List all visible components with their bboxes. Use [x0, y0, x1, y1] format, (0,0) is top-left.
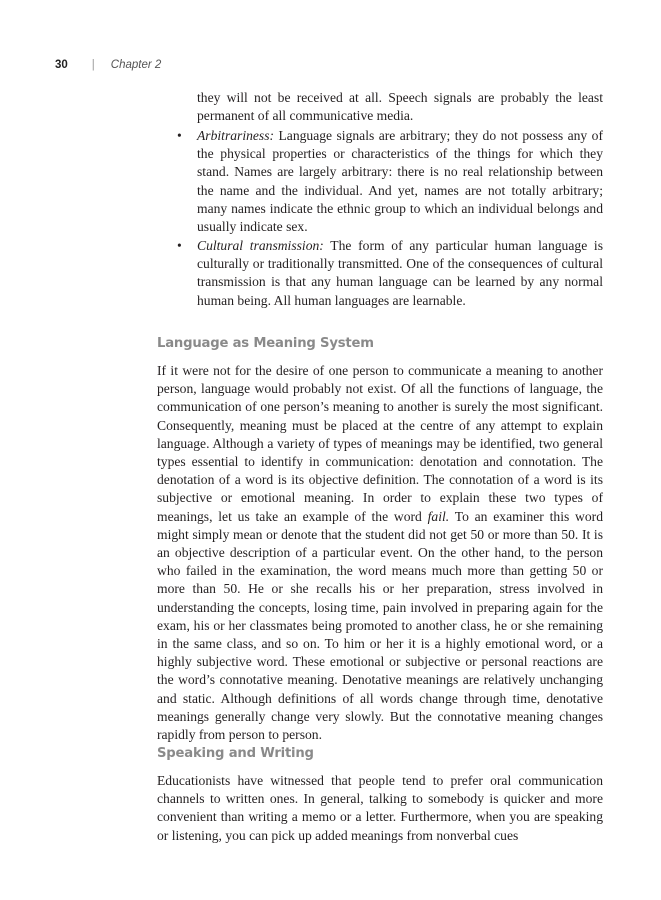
body-paragraph — [157, 362, 603, 744]
header-separator: | — [91, 59, 95, 71]
continued-paragraph: they will not be received at all. Speech signals are probably the least permanent of all communicative media. — [197, 90, 603, 124]
section-heading-meaning-system: Language as Meaning System — [157, 336, 374, 351]
bullet-icon: • — [177, 128, 182, 143]
bullet-text — [197, 237, 603, 310]
section-heading-speaking-writing: Speaking and Writing — [157, 746, 314, 761]
bullet-body: Language signals are arbitrary; they do not possess any of the physical properties or characteristics of the things for which they stand. Names are largely arbitrary: there is no real relationship between the name and the individual. And yet, names are not totally arbitrary; many names indicate the ethnic group to which an individual belongs and usually indicate sex. — [197, 128, 603, 235]
paragraph-text: If it were not for the desire of one person to communicate a meaning to another person, language would probably not exist. Of all the functions of language, the communication of one person’s meaning to another is surely the most significant. Consequently, meaning must be placed at the centre of any attempt to explain language. Although a variety of types of meanings may be identified, two general types essential to identify in communication: denotation and connotation. The denotation of a word is its objective definition. The connotation of a word is its subjective or emotional meaning. In order to explain these two types of meanings, let us take an example of the word — [157, 363, 603, 524]
running-head — [55, 59, 161, 71]
bullet-term: Cultural transmission: — [197, 238, 324, 253]
chapter-label: Chapter 2 — [110, 59, 162, 71]
bullet-body: The form of any particular human language is culturally or traditionally transmitted. One of the consequences of cultural transmission is that any human language can be learned by any normal human being. All human languages are learnable. — [197, 238, 604, 308]
bullet-term: Arbitrariness: — [197, 128, 275, 143]
page-number: 30 — [55, 59, 68, 71]
bullet-text — [197, 127, 603, 236]
emphasized-word: fail. — [427, 508, 450, 524]
bullet-icon: • — [177, 238, 182, 253]
body-paragraph: Educationists have witnessed that people tend to prefer oral communication channels to written ones. In general, talking to somebody is quicker and more convenient than writing a memo or a letter. Furthermore, when you are speaking or listening, you can pick up added meanings from nonverbal cues — [157, 773, 603, 843]
paragraph-text-continued: To an examiner this word might simply mean or denote that the student did not get 50 or more than 50. It is an objective description of a particular event. On the other hand, to the person who failed in the examination, the word means much more than getting 50 or more than 50. He or she recalls his or her preparation, stress involved in understanding the concepts, losing time, pain involved in preparing again for the exam, his or her classmates being promoted to another class, he or she remaining in the same class, and so on. To him or her it is a highly emotional word, or a highly subjective word. These emotional or subjective or personal reactions are the word’s connotative meaning. Denotative meanings are relatively unchanging and static. Although definitions of all words change through time, denotative meanings generally change very slowly. But the connotative meaning changes rapidly from person to person. — [157, 508, 603, 743]
